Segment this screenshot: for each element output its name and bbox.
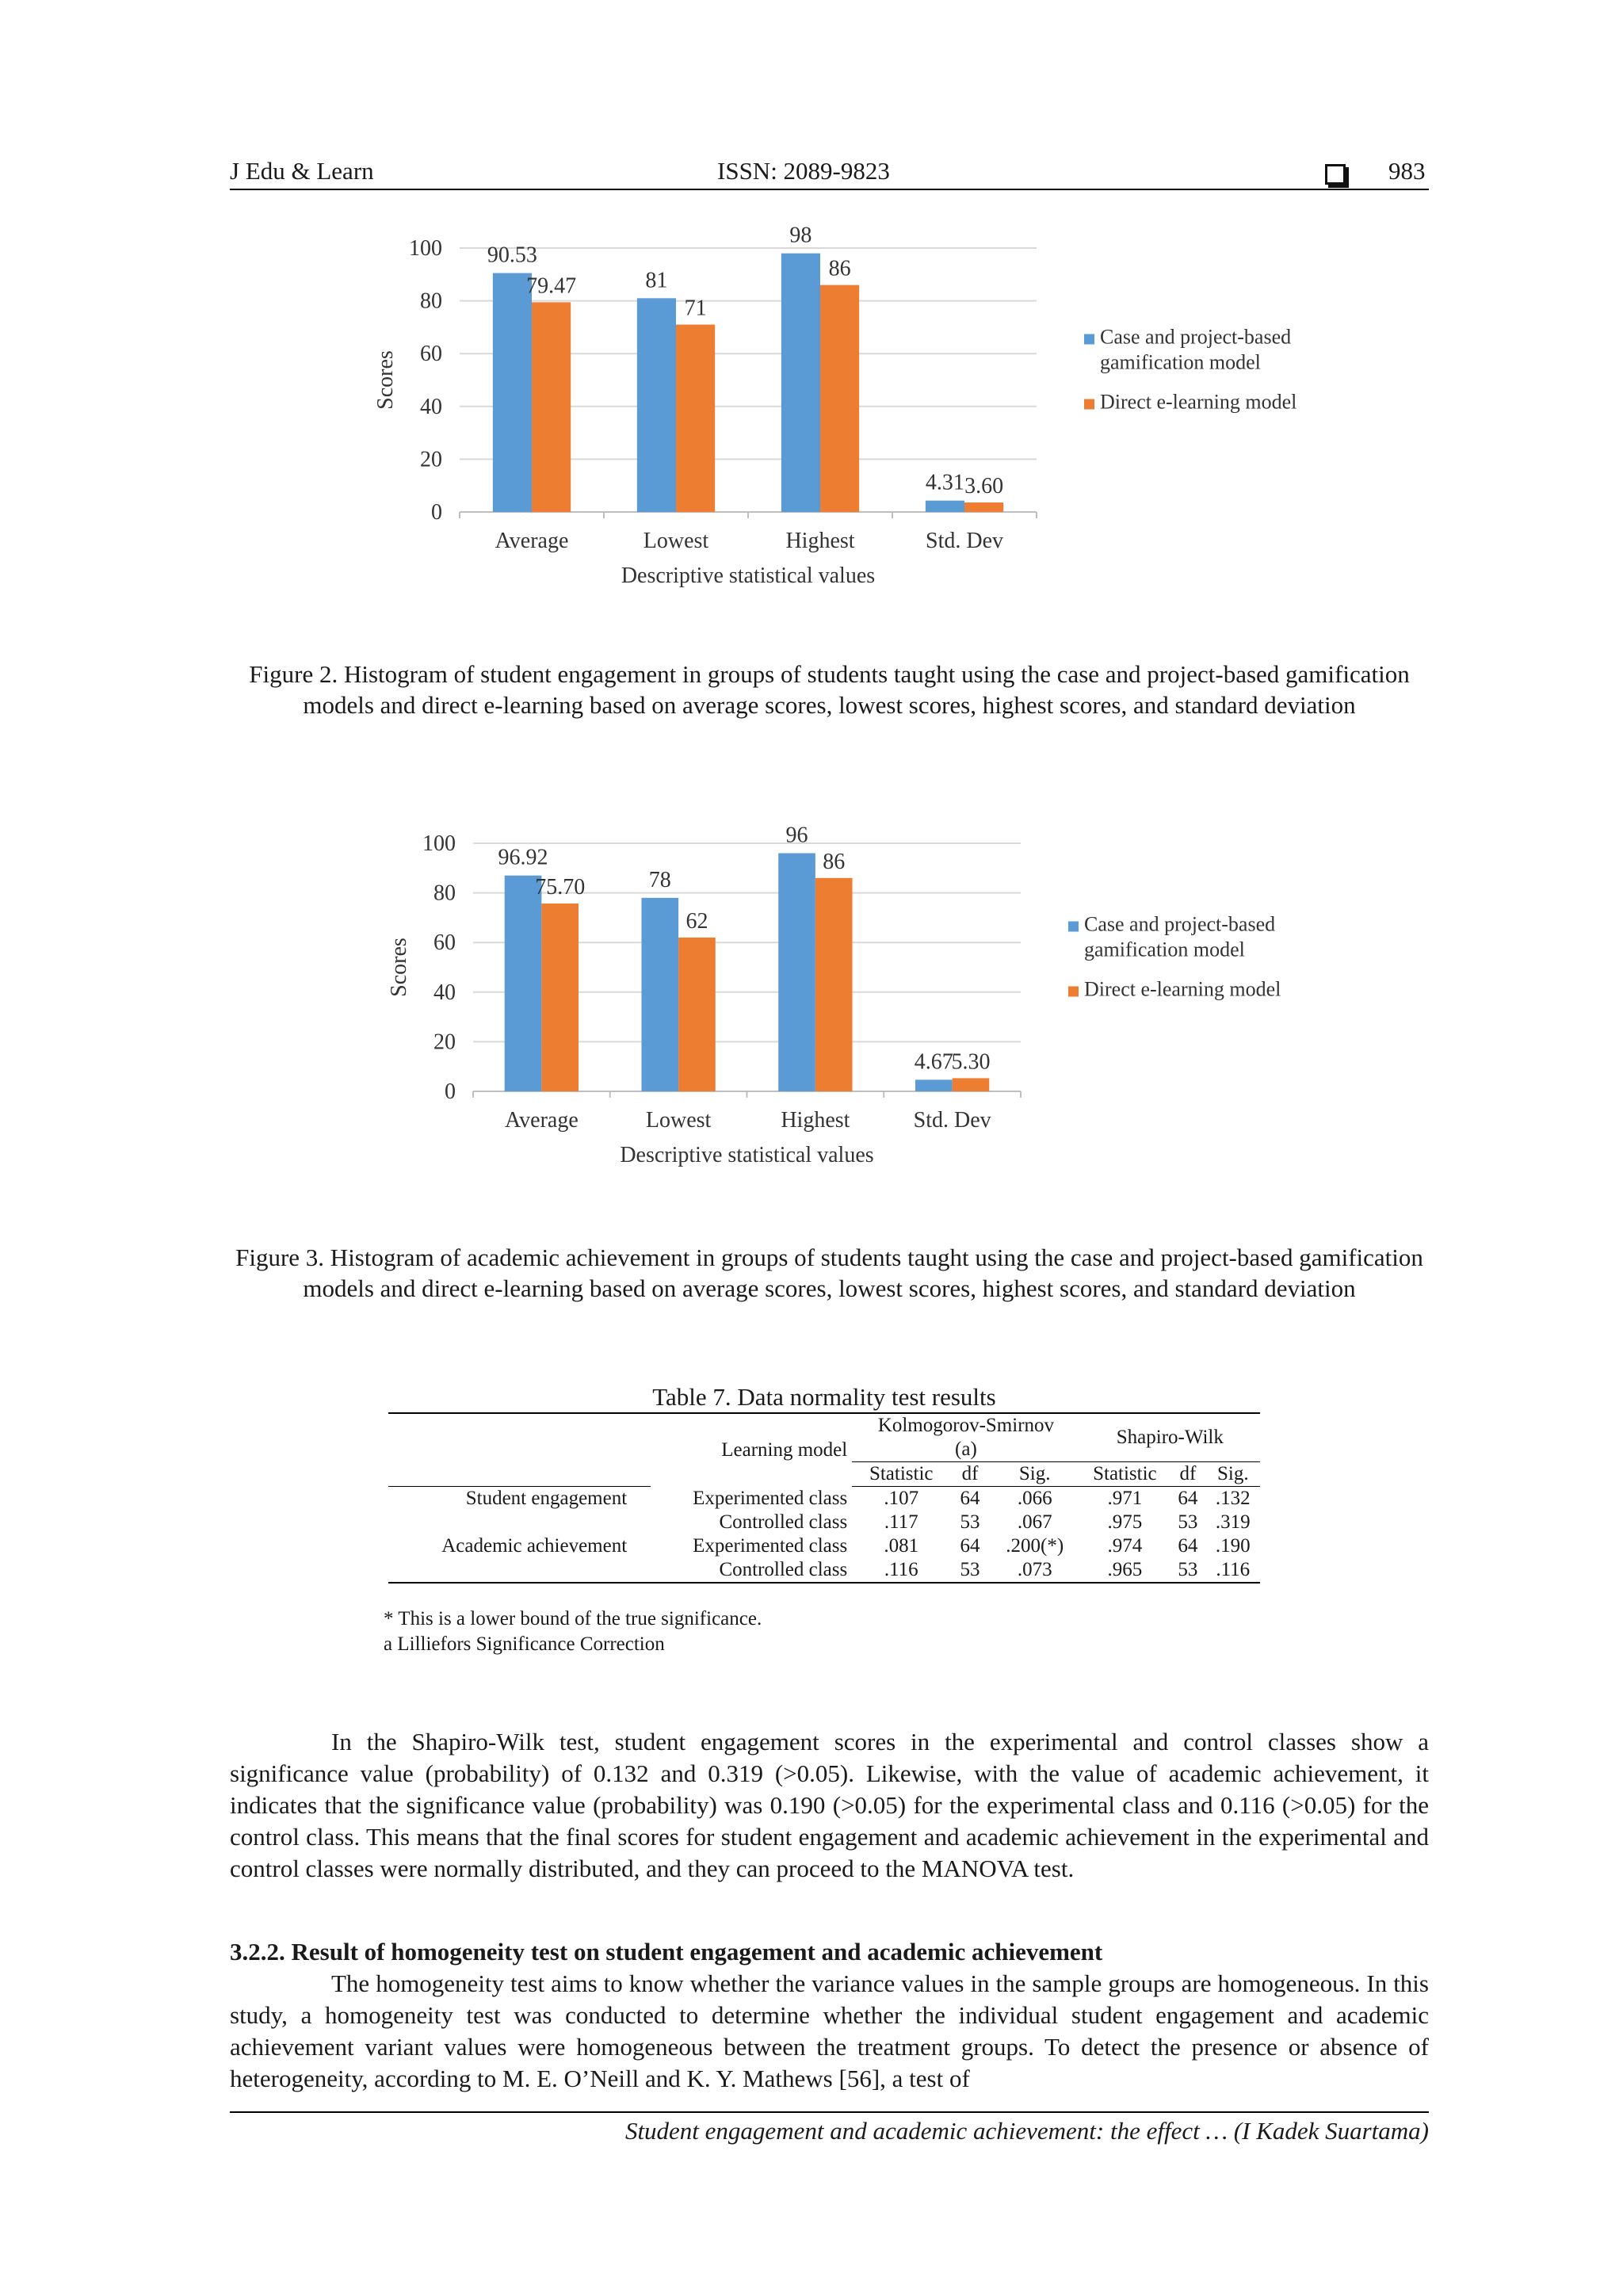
legend-label: Direct e-learning model [1084, 977, 1281, 1001]
table-cell: .116 [1206, 1558, 1260, 1583]
table-header-row [388, 1413, 1260, 1462]
bar [915, 1079, 953, 1091]
bar [778, 854, 815, 1091]
y-tick-label: 0 [445, 1079, 456, 1104]
table-cell: .107 [884, 1488, 919, 1509]
table-cell: 53 [960, 1511, 980, 1533]
data-label: 98 [789, 223, 812, 248]
category-label: Std. Dev [913, 1108, 991, 1133]
table-cell: .067 [1017, 1511, 1052, 1533]
y-tick-label: 80 [433, 881, 456, 906]
table-row [388, 1558, 1260, 1583]
y-tick-label: 100 [409, 236, 442, 261]
table-cell: 64 [1178, 1535, 1198, 1557]
table-cell: .319 [1215, 1511, 1251, 1533]
legend-label: Case and project-based [1084, 912, 1276, 936]
legend-label: Direct e-learning model [1100, 390, 1297, 414]
data-label: 86 [828, 256, 851, 281]
data-label: 75.70 [535, 875, 586, 900]
table-note: a Lilliefors Significance Correction [384, 1633, 665, 1655]
category-label: Std. Dev [926, 529, 1003, 553]
legend-swatch [1068, 922, 1079, 932]
table-cell: .190 [1215, 1535, 1251, 1557]
table-cell: .965 [1080, 1558, 1170, 1583]
table-note: * This is a lower bound of the true significance. [384, 1608, 762, 1629]
table-title: Table 7. Data normality test results [652, 1383, 996, 1411]
y-axis-title: Scores [373, 350, 398, 410]
issn: ISSN: 2089-9823 [717, 157, 890, 185]
bar [815, 878, 853, 1091]
row-model: Controlled class [651, 1558, 852, 1583]
y-tick-label: 20 [420, 447, 442, 472]
footer-rule [230, 2111, 1429, 2113]
table-cell: .975 [1107, 1511, 1143, 1533]
row-model: Experimented class [693, 1535, 848, 1557]
x-axis-title: Descriptive statistical values [621, 563, 876, 588]
x-axis-title: Descriptive statistical values [620, 1143, 874, 1167]
paragraph-text: In the Shapiro-Wilk test, student engagement scores in the experimental and control classes show a significance value (probability) of 0.132 and 0.319 (>0.05). Likewise, with the value of academic achievement, it indicates that the significance value (probability) was 0.190 (>0.05) for the experimental class and 0.116 (>0.05) for the control class. This means that the final scores for student engagement and academic achievement in the experimental and control classes were normally distributed, and they can proceed to the MANOVA test. [230, 1728, 1429, 1882]
sw-header: Shapiro-Wilk [1080, 1413, 1260, 1462]
y-tick-label: 40 [433, 980, 456, 1005]
paragraph [230, 1726, 1429, 1885]
y-tick-label: 60 [433, 930, 456, 956]
y-tick-label: 0 [431, 500, 442, 525]
table-cell: 64 [960, 1488, 980, 1509]
y-tick-label: 60 [420, 342, 442, 367]
table-cell: .974 [1107, 1535, 1143, 1557]
paragraph-text: The homogeneity test aims to know whether the variance values in the sample groups are homogeneous. In this study, a homogeneity test was conducted to determine whether the individual student engagement and academic achievement variant values were homogeneous between the treatment groups. To detect the presence or absence of heterogeneity, according to M. E. O’Neill and K. Y. Mathews [56], a test of [230, 1969, 1429, 2092]
legend-label: Case and project-based [1100, 325, 1292, 349]
data-label: 4.67 [914, 1049, 953, 1075]
data-label: 96.92 [498, 845, 548, 870]
row-group-label: Student engagement [465, 1488, 628, 1509]
y-tick-label: 20 [433, 1030, 456, 1055]
legend-label: gamification model [1084, 938, 1245, 961]
category-label: Highest [781, 1108, 850, 1133]
table-cell: 53 [1178, 1511, 1198, 1533]
running-footer: Student engagement and academic achievement: the effect … (I Kadek Suartama) [624, 2117, 1429, 2145]
ks-header [852, 1413, 1079, 1462]
ks-header-line1: Kolmogorov-Smirnov [877, 1415, 1055, 1436]
y-tick-label: 40 [420, 394, 442, 419]
table-cell: .117 [884, 1511, 918, 1533]
y-tick-label: 80 [420, 288, 442, 314]
y-axis-title: Scores [387, 938, 411, 997]
normality-table [388, 1412, 1260, 1584]
table-cell: .116 [852, 1558, 950, 1583]
row-group-label [388, 1558, 651, 1583]
data-label: 5.30 [951, 1049, 991, 1075]
table-notes [384, 1606, 762, 1657]
category-label: Average [495, 529, 569, 553]
col-sig: Sig. [990, 1462, 1080, 1487]
bar [953, 1078, 990, 1091]
table-cell: 53 [950, 1558, 990, 1583]
data-label: 86 [823, 849, 846, 874]
paragraph [230, 1968, 1429, 2095]
table-cell: .971 [1107, 1488, 1143, 1509]
y-tick-label: 100 [422, 831, 456, 856]
data-label: 96 [785, 823, 808, 848]
data-label: 78 [648, 867, 671, 892]
bar [678, 938, 716, 1091]
page-number: 983 [1388, 157, 1426, 185]
table-cell: 64 [1178, 1488, 1198, 1509]
table-cell: 53 [1170, 1558, 1205, 1583]
table-row [388, 1511, 1260, 1534]
table-cell: .066 [1017, 1488, 1052, 1509]
col-statistic: Statistic [852, 1462, 950, 1487]
data-label: 79.47 [526, 273, 577, 299]
data-label: 3.60 [964, 474, 1004, 499]
col-df: df [1170, 1462, 1205, 1487]
legend-swatch [1068, 987, 1079, 997]
data-label: 4.31 [925, 470, 964, 495]
data-label: 81 [645, 268, 668, 293]
category-label: Highest [785, 529, 855, 553]
row-group-label: Academic achievement [441, 1535, 628, 1557]
legend-label: gamification model [1100, 350, 1261, 374]
row-model: Experimented class [693, 1487, 848, 1509]
category-label: Average [505, 1108, 579, 1133]
table-row [388, 1487, 1260, 1511]
data-label: 62 [685, 908, 708, 934]
journal-name: J Edu & Learn [230, 157, 374, 185]
learning-model-header: Learning model [651, 1413, 852, 1487]
col-statistic: Statistic [1080, 1462, 1170, 1487]
row-group-label [388, 1511, 651, 1534]
col-df: df [950, 1462, 990, 1487]
bar [541, 904, 579, 1091]
category-label: Lowest [643, 529, 709, 553]
table-cell: .073 [990, 1558, 1080, 1583]
category-label: Lowest [645, 1108, 712, 1133]
table-row [388, 1534, 1260, 1558]
data-label: 90.53 [487, 243, 537, 268]
section-heading: 3.2.2. Result of homogeneity test on student engagement and academic achievement [230, 1938, 1103, 1966]
row-model: Controlled class [719, 1511, 848, 1533]
data-label: 71 [684, 296, 707, 321]
ks-header-line2: (a) [955, 1438, 977, 1460]
bar [641, 898, 678, 1091]
figure-3-caption: Figure 3. Histogram of academic achievement in groups of students taught using the case and project-based gamification models and direct e-learning based on average scores, lowest scores, highest scores, and standard deviation [235, 1244, 1423, 1302]
table-cell: .200(*) [1006, 1535, 1064, 1557]
col-sig: Sig. [1206, 1462, 1260, 1487]
figure-2-caption: Figure 2. Histogram of student engagement in groups of students taught using the case and project-based gamification models and direct e-learning based on average scores, lowest scores, highest scores, and standard deviation [249, 660, 1410, 719]
table-cell: .081 [884, 1535, 919, 1557]
table-cell: 64 [960, 1535, 980, 1557]
bar [505, 876, 542, 1091]
table-cell: .132 [1215, 1488, 1251, 1509]
